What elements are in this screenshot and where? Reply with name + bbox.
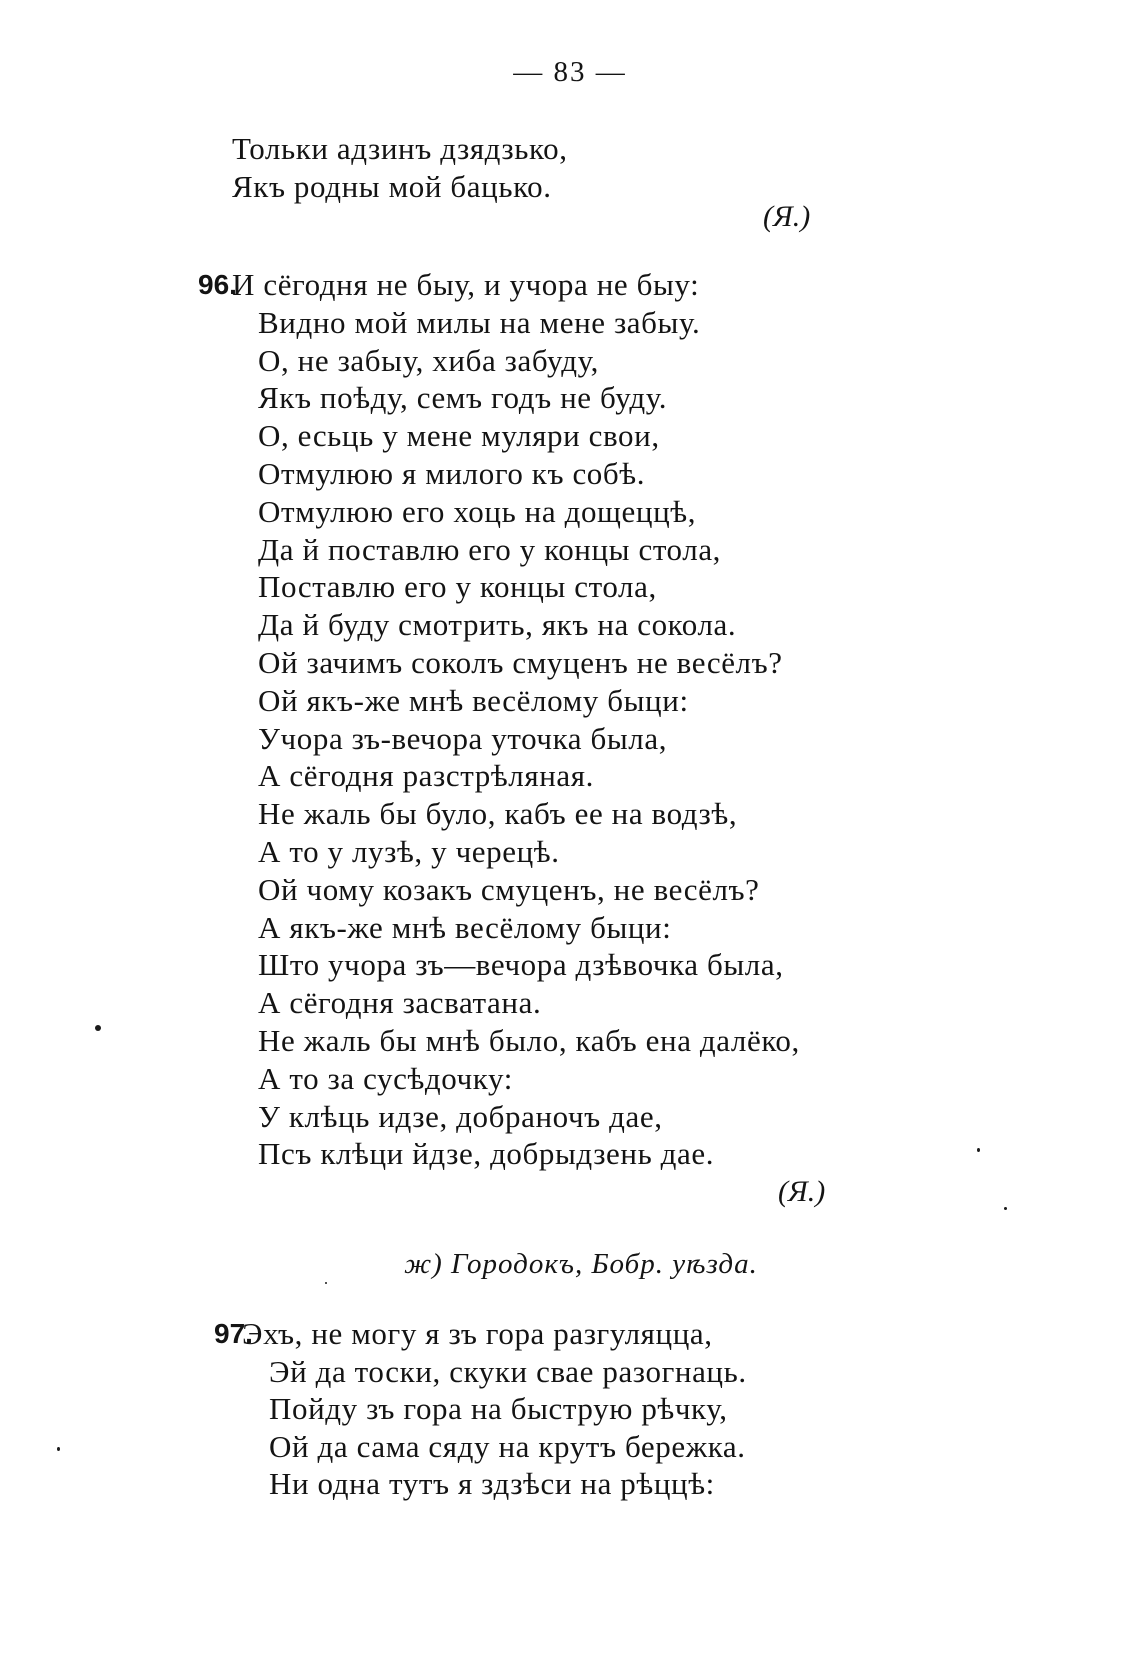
verse-line: Ой чому козакъ смуценъ, не весёлъ? (258, 871, 760, 907)
verse-line: Якъ поѣду, семъ годъ не буду. (258, 380, 668, 416)
verse-line: Эй да тоски, скуки свае разогнаць. (269, 1353, 747, 1389)
verse-line: А якъ-же мнѣ весёлому быци: (258, 909, 672, 945)
verse-line: Ни одна тутъ я здзѣси на рѣццѣ: (269, 1466, 715, 1501)
song-number: 97. (214, 1318, 253, 1349)
verse-line: Отмулюю я милого къ собѣ. (258, 455, 646, 491)
attribution: (Я.) (763, 200, 811, 233)
verse-line: Якъ родны мой бацько. (232, 168, 552, 204)
verse-line: Ой зачимъ соколъ смуценъ не весёлъ? (258, 644, 783, 680)
verse-line: Да й буду смотрить, якъ на сокола. (258, 607, 737, 643)
page-number: — 83 — (513, 56, 627, 88)
verse-line: Пойду зъ гора на быструю рѣчку, (269, 1391, 728, 1426)
verse-line: У клѣць идзе, добраночъ дае, (258, 1098, 663, 1134)
verse-line: Эхъ, не могу я зъ гора разгуляцца, (242, 1316, 713, 1351)
song-96-verse (232, 266, 800, 1173)
verse-line: Видно мой милы на мене забыу. (258, 304, 701, 340)
verse-line: Ой да сама сяду на крутъ бережка. (269, 1428, 746, 1464)
verse-line: А то за сусѣдочку: (258, 1060, 513, 1096)
verse-line: О, есьць у мене муляри свои, (258, 418, 660, 454)
print-speck (325, 1282, 327, 1284)
verse-line: Не жаль бы мнѣ было, кабъ ена далёко, (258, 1022, 800, 1058)
verse-line: Псъ клѣци йдзе, добрыдзень дае. (258, 1136, 715, 1172)
verse-line: Не жаль бы було, кабъ ее на водзѣ, (258, 796, 738, 832)
print-speck (1004, 1207, 1007, 1210)
verse-line: О, не забыу, хиба забуду, (258, 342, 599, 378)
print-speck (977, 1148, 980, 1152)
verse-line: Што учора зъ—вечора дзѣвочка была, (258, 947, 784, 983)
song-number: 96. (198, 269, 237, 300)
section-heading: ж) Городокъ, Бобр. уѣзда. (404, 1248, 758, 1280)
verse-line: Да й поставлю его у концы стола, (258, 531, 722, 567)
song-97-verse (242, 1315, 747, 1503)
verse-line: Отмулюю его хоць на дощеццѣ, (258, 493, 697, 529)
verse-line: Учора зъ-вечора уточка была, (258, 720, 668, 756)
verse-line: Тольки адзинъ дзядзько, (232, 131, 568, 166)
verse-line: Поставлю его у концы стола, (258, 569, 657, 605)
print-speck (95, 1025, 101, 1031)
verse-line: А то у лузѣ, у черецѣ. (258, 833, 560, 869)
verse-line: А сёгодня разстрѣляная. (258, 758, 594, 794)
verse-line: А сёгодня засватана. (258, 985, 542, 1021)
print-speck (57, 1447, 60, 1451)
top-verse (232, 130, 568, 205)
attribution: (Я.) (778, 1175, 826, 1208)
verse-line: Ой якъ-же мнѣ весёлому быци: (258, 682, 689, 718)
verse-line: И сёгодня не быу, и учора не быу: (232, 267, 700, 302)
